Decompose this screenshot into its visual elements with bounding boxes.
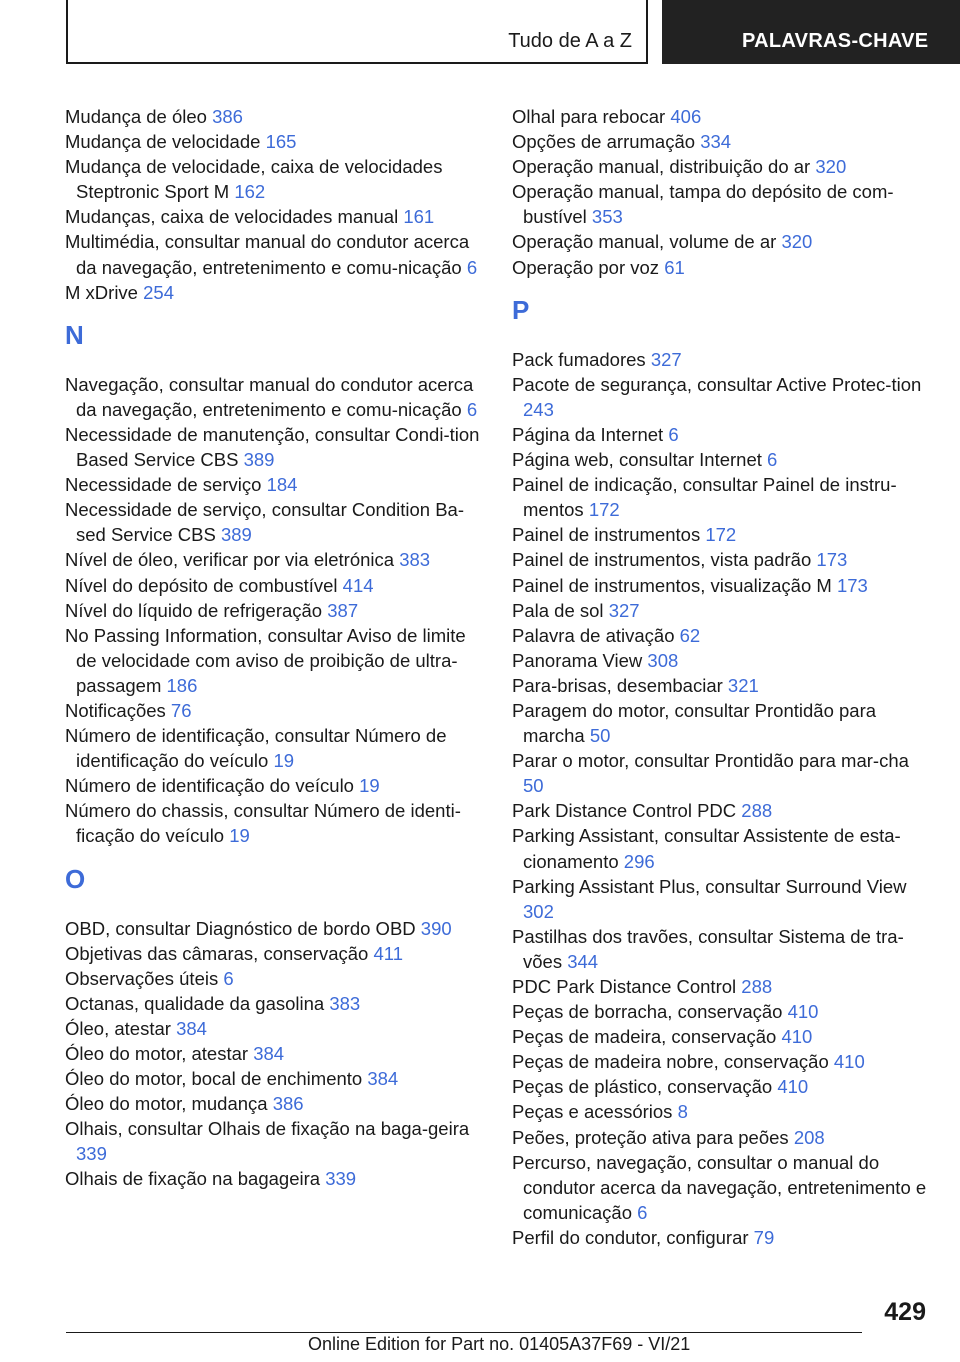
index-entry-text: Para-brisas, desembaciar [512, 674, 723, 696]
index-entry-page-link[interactable]: 61 [664, 256, 685, 278]
index-entry-text: Notificações [65, 699, 166, 721]
index-entry-page-link[interactable]: 384 [176, 1017, 207, 1039]
index-column-left [65, 104, 485, 1192]
index-entry [512, 974, 932, 999]
index-entry-text: Multimédia, consultar manual do condutor acerca da navegação, entretenimento e comu-nicação [65, 231, 470, 278]
index-entry-text: Número do chassis, consultar Número de identi-ficação do veículo [65, 800, 461, 847]
index-entry-page-link[interactable]: 389 [220, 524, 252, 546]
index-entry [512, 823, 932, 873]
index-entry-text: Paragem do motor, consultar Prontidão para marcha [512, 699, 877, 747]
index-entry-page-link[interactable]: 411 [373, 942, 403, 964]
index-entry-text: OBD, consultar Diagnóstico de bordo OBD [65, 917, 416, 939]
index-entry-text: Parar o motor, consultar Prontidão para mar-cha [512, 750, 909, 772]
index-entry [512, 1225, 932, 1250]
index-entry-text: Necessidade de serviço [65, 474, 262, 496]
index-entry [65, 472, 485, 497]
index-entry [512, 924, 932, 974]
index-entry-text: No Passing Information, consultar Aviso de limite de velocidade com aviso de proibição de ultra-passagem [65, 624, 466, 696]
index-entry-page-link[interactable]: 302 [523, 900, 554, 922]
index-entry-text: Peças de madeira nobre, conservação [512, 1051, 829, 1073]
index-entry-page-link[interactable]: 173 [836, 574, 868, 596]
index-entry-text: Painel de indicação, consultar Painel de instru-mentos [512, 474, 897, 521]
index-entry-page-link[interactable]: 327 [650, 348, 682, 370]
index-entry-text: Necessidade de manutenção, consultar Condi-tion Based Service CBS [65, 423, 480, 471]
index-entry-text: Mudança de óleo [65, 106, 207, 127]
index-entry [512, 104, 932, 129]
edition-text: Online Edition for Part no. 01405A37F69 - VI/21 [308, 1334, 691, 1354]
index-entry [512, 255, 932, 280]
index-entry [65, 623, 485, 698]
index-letter-heading: P [512, 294, 530, 325]
index-entry-page-link[interactable]: 79 [753, 1226, 775, 1248]
index-entry-page-link[interactable]: 386 [212, 106, 243, 127]
index-entry-text: Perfil do condutor, configurar [512, 1226, 749, 1248]
index-entry-text: Peças de plástico, conservação [512, 1076, 773, 1098]
index-entry-page-link[interactable]: 383 [399, 549, 431, 571]
index-entry-page-link[interactable]: 6 [637, 1201, 648, 1223]
index-entry-page-link[interactable]: 339 [325, 1168, 357, 1190]
index-entry [512, 598, 932, 623]
index-entry-text: Operação por voz [512, 256, 660, 278]
index-entry [512, 129, 932, 154]
index-entry-page-link[interactable]: 414 [342, 574, 374, 596]
chapter-title: PALAVRAS-CHAVE [742, 30, 929, 52]
index-entry [512, 179, 932, 229]
index-entry-page-link[interactable]: 19 [273, 750, 295, 772]
index-letter-heading: N [65, 319, 84, 350]
index-entry-page-link[interactable]: 320 [815, 156, 847, 178]
index-entry [512, 1099, 932, 1124]
index-entry-page-link[interactable]: 389 [243, 449, 275, 471]
index-entry-page-link[interactable]: 353 [591, 206, 623, 228]
index-letter-heading: O [65, 863, 86, 894]
index-entry [512, 372, 932, 422]
index-entry [512, 347, 932, 372]
index-entry-text: Número de identificação do veículo [65, 775, 354, 797]
section-tab [66, 0, 648, 64]
index-entry-text: Nível de óleo, verificar por via eletrónica [65, 549, 395, 571]
index-entry [65, 1166, 485, 1191]
index-entry-text: Peças e acessórios [512, 1101, 673, 1123]
index-entry [512, 1074, 932, 1099]
index-entry-text: PDC Park Distance Control [512, 976, 737, 997]
index-entry-text: Nível do depósito de combustível [65, 574, 338, 596]
index-entry-page-link[interactable]: 308 [647, 649, 679, 671]
index-entry-page-link[interactable]: 8 [677, 1101, 688, 1123]
index-entry [65, 547, 485, 572]
index-entry-text: Octanas, qualidade da gasolina [65, 992, 325, 1014]
index-entry-text: Nível do líquido de refrigeração [65, 599, 323, 621]
index-entry-text: Painel de instrumentos, vista padrão [512, 549, 812, 571]
index-entry-text: Olhais, consultar Olhais de fixação na baga-geira [65, 1118, 470, 1140]
index-entry [512, 573, 932, 598]
index-entry [65, 916, 485, 941]
index-entry-page-link[interactable]: 172 [705, 524, 737, 546]
index-entry-page-link[interactable]: 162 [234, 181, 266, 203]
index-entry [65, 598, 485, 623]
index-entry-page-link[interactable]: 386 [272, 1093, 304, 1115]
index-entry-text: Pacote de segurança, consultar Active Protec-tion [512, 373, 922, 395]
index-entry-text: Mudança de velocidade, caixa de velocidades Steptronic Sport M [65, 156, 443, 203]
index-entry [512, 623, 932, 648]
index-entry-page-link[interactable]: 384 [367, 1068, 399, 1090]
index-entry-text: Mudança de velocidade [65, 131, 261, 153]
index-entry [512, 472, 932, 522]
index-entry [65, 204, 485, 229]
index-entry-page-link[interactable]: 339 [76, 1143, 107, 1165]
index-entry-page-link[interactable]: 296 [623, 850, 655, 872]
index-entry-page-link[interactable]: 327 [608, 599, 640, 621]
index-entry [512, 1024, 932, 1049]
index-entry [65, 154, 485, 204]
index-entry [65, 573, 485, 598]
index-entry-page-link[interactable]: 62 [679, 624, 701, 646]
index-entry-text: Pala de sol [512, 599, 604, 621]
index-entry [65, 104, 485, 129]
index-entry-text: Panorama View [512, 649, 643, 671]
index-entry-text: Palavra de ativação [512, 624, 675, 646]
index-entry-page-link[interactable]: 50 [589, 725, 611, 747]
index-entry-page-link[interactable]: 19 [359, 775, 380, 797]
index-entry [512, 547, 932, 572]
index-entry-text: Página web, consultar Internet [512, 449, 762, 471]
index-entry-page-link[interactable]: 184 [266, 474, 298, 496]
index-entry [65, 280, 485, 305]
index-entry-text: Necessidade de serviço, consultar Condition Ba-sed Service CBS [65, 499, 464, 546]
index-entry [512, 999, 932, 1024]
index-entry [512, 522, 932, 547]
index-entry [65, 497, 485, 547]
index-entry-page-link[interactable]: 254 [143, 281, 174, 303]
index-entry [512, 648, 932, 673]
index-entry-text: Peças de borracha, conservação [512, 1001, 783, 1023]
index-entry-text: Óleo do motor, mudança [65, 1093, 268, 1115]
index-entry-page-link[interactable]: 6 [668, 423, 679, 445]
page-number: 429 [884, 1298, 926, 1326]
index-entry [512, 1125, 932, 1150]
index-entry-page-link[interactable]: 320 [781, 231, 813, 253]
index-entry [65, 422, 485, 472]
index-entry-text: Peões, proteção ativa para peões [512, 1126, 789, 1148]
index-entry-page-link[interactable]: 410 [833, 1051, 865, 1073]
section-title: Tudo de A a Z [508, 30, 632, 52]
index-entry-text: Operação manual, distribuição do ar [512, 156, 811, 178]
index-entry-page-link[interactable]: 243 [523, 398, 554, 420]
index-entry-text: Objetivas das câmaras, conservação [65, 942, 369, 964]
index-entry-page-link[interactable]: 6 [223, 967, 234, 989]
index-entry [65, 1116, 485, 1166]
index-entry [512, 698, 932, 748]
index-entry-text: Peças de madeira, conservação [512, 1026, 777, 1048]
index-entry-text: Óleo do motor, atestar [65, 1043, 249, 1064]
index-entry-text: Park Distance Control PDC [512, 800, 737, 822]
index-entry [512, 748, 932, 798]
index-entry-page-link[interactable]: 19 [229, 825, 250, 847]
index-entry-text: Pastilhas dos travões, consultar Sistema de tra-vões [512, 925, 904, 972]
index-entry [65, 1041, 485, 1066]
index-entry [512, 1150, 932, 1225]
index-entry-page-link[interactable]: 383 [329, 992, 361, 1014]
index-entry-page-link[interactable]: 6 [466, 256, 478, 278]
index-entry [512, 154, 932, 179]
index-entry-page-link[interactable]: 208 [793, 1126, 825, 1148]
index-entry-text: Painel de instrumentos, visualização M [512, 574, 832, 596]
index-entry-page-link[interactable]: 186 [166, 674, 198, 696]
index-entry [65, 991, 485, 1016]
index-entry-text: Observações úteis [65, 967, 219, 989]
index-entry [512, 673, 932, 698]
index-entry-page-link[interactable]: 390 [420, 917, 452, 939]
index-entry-text: Mudanças, caixa de velocidades manual [65, 206, 399, 228]
index-entry [512, 229, 932, 254]
index-entry-page-link[interactable]: 288 [741, 976, 773, 997]
index-entry [65, 1066, 485, 1091]
index-entry-page-link[interactable]: 6 [466, 398, 478, 420]
index-entry-page-link[interactable]: 288 [741, 800, 773, 822]
index-entry-text: Parking Assistant, consultar Assistente de esta-cionamento [512, 825, 901, 872]
index-entry-page-link[interactable]: 172 [588, 499, 620, 521]
index-entry-text: M xDrive [65, 281, 138, 303]
index-entry-page-link[interactable]: 344 [567, 950, 599, 972]
index-entry [512, 422, 932, 447]
index-entry-page-link[interactable]: 321 [727, 674, 759, 696]
index-entry-page-link[interactable]: 165 [265, 131, 297, 153]
index-entry [65, 966, 485, 991]
index-entry-page-link[interactable]: 6 [767, 449, 778, 471]
index-entry-page-link[interactable]: 334 [700, 131, 732, 153]
index-entry-text: Operação manual, volume de ar [512, 231, 777, 253]
index-entry [65, 698, 485, 723]
index-entry-text: Número de identificação, consultar Número de identificação do veículo [65, 725, 447, 772]
index-entry-text: Página da Internet [512, 423, 664, 445]
index-entry [512, 874, 932, 924]
index-entry-text: Pack fumadores [512, 348, 646, 370]
index-entry-page-link[interactable]: 161 [403, 206, 435, 228]
index-entry-page-link[interactable]: 410 [777, 1076, 809, 1098]
index-entry-text: Olhal para rebocar [512, 106, 666, 127]
index-entry-page-link[interactable]: 406 [670, 106, 702, 127]
index-entry [65, 1091, 485, 1116]
index-entry [512, 447, 932, 472]
index-entry-text: Óleo, atestar [65, 1017, 171, 1039]
index-entry [65, 723, 485, 773]
index-entry-text: Óleo do motor, bocal de enchimento [65, 1068, 363, 1090]
index-entry-page-link[interactable]: 173 [816, 549, 848, 571]
index-entry-text: Percurso, navegação, consultar o manual do condutor acerca da navegação, entretenimento e comunicação [512, 1151, 927, 1223]
index-entry-page-link[interactable]: 387 [327, 599, 359, 621]
index-entry-page-link[interactable]: 410 [781, 1026, 813, 1048]
footer-divider [66, 1332, 862, 1333]
index-entry-text: Parking Assistant Plus, consultar Surround View [512, 875, 907, 897]
index-entry-text: Olhais de fixação na bagageira [65, 1168, 321, 1190]
index-entry [65, 1016, 485, 1041]
index-entry-page-link[interactable]: 50 [523, 775, 544, 797]
index-entry-text: Opções de arrumação [512, 131, 696, 153]
index-entry [65, 941, 485, 966]
index-entry [65, 229, 485, 279]
index-entry-text: Navegação, consultar manual do condutor acerca da navegação, entretenimento e comu-nicação [65, 373, 474, 420]
index-entry-text: Operação manual, tampa do depósito de com-bustível [512, 181, 894, 228]
index-entry [65, 773, 485, 798]
index-column-right [512, 104, 932, 1250]
index-entry [65, 798, 485, 848]
index-entry-page-link[interactable]: 384 [253, 1043, 285, 1064]
index-entry [512, 1049, 932, 1074]
index-entry [65, 372, 485, 422]
index-entry-page-link[interactable]: 410 [787, 1001, 819, 1023]
index-entry-page-link[interactable]: 76 [170, 699, 192, 721]
chapter-tab [662, 0, 960, 64]
index-entry [512, 798, 932, 823]
index-entry-text: Painel de instrumentos [512, 524, 701, 546]
index-entry [65, 129, 485, 154]
